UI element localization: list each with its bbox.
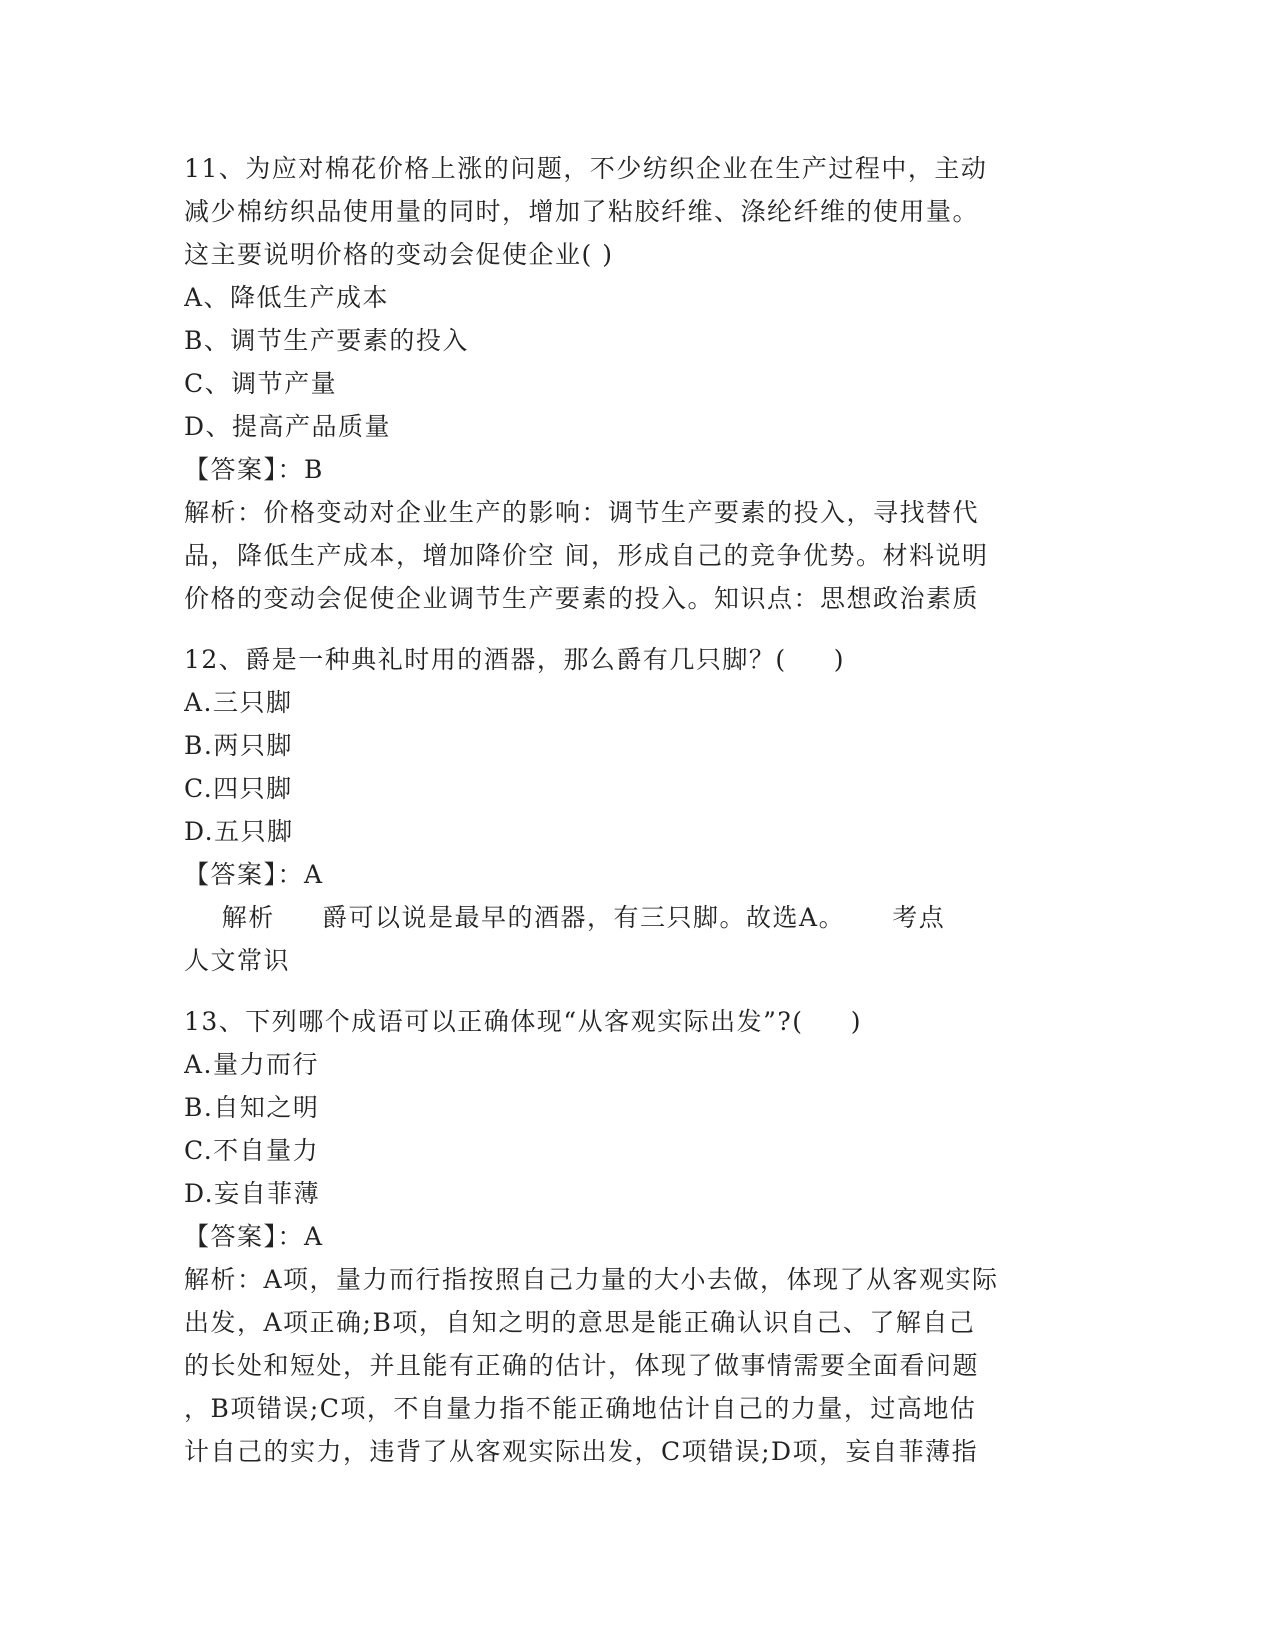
question-stem-line: 这主要说明价格的变动会促使企业( )	[184, 240, 614, 269]
analysis-line: 价格的变动会促使企业调节生产要素的投入。知识点：思想政治素质	[184, 584, 980, 613]
option-c: C.四只脚	[184, 774, 293, 803]
question-11	[184, 147, 1084, 620]
option-d: D.五只脚	[184, 817, 294, 846]
answer-line: 【答案】：A	[184, 1222, 324, 1251]
analysis-line: 解析：A项，量力而行指按照自己力量的大小去做，体现了从客观实际	[184, 1265, 999, 1294]
option-d: D、提高产品质量	[184, 412, 392, 441]
analysis-line: 解析 爵可以说是最早的酒器，有三只脚。故选A。 考点	[184, 903, 946, 932]
option-a: A.量力而行	[184, 1050, 320, 1079]
question-12	[184, 638, 1084, 982]
question-spacer	[184, 620, 1084, 638]
answer-line: 【答案】：A	[184, 860, 324, 889]
question-stem-line: 13、下列哪个成语可以正确体现“从客观实际出发”?( )	[184, 1007, 863, 1036]
analysis-line: 人文常识	[184, 946, 291, 975]
analysis-line: 解析：价格变动对企业生产的影响：调节生产要素的投入，寻找替代	[184, 498, 980, 527]
question-13	[184, 1000, 1084, 1473]
question-spacer	[184, 982, 1084, 1000]
question-stem-line: 减少棉纺织品使用量的同时，增加了粘胶纤维、涤纶纤维的使用量。	[184, 197, 980, 226]
option-c: C、调节产量	[184, 369, 338, 398]
question-stem-line: 11、为应对棉花价格上涨的问题，不少纺织企业在生产过程中，主动	[184, 154, 988, 183]
option-b: B.两只脚	[184, 731, 293, 760]
option-a: A.三只脚	[184, 688, 293, 717]
analysis-line: 品，降低生产成本，增加降价空 间，形成自己的竞争优势。材料说明	[184, 541, 989, 570]
option-b: B.自知之明	[184, 1093, 320, 1122]
option-d: D.妄自菲薄	[184, 1179, 321, 1208]
analysis-line: 出发，A项正确;B项，自知之明的意思是能正确认识自己、了解自己	[184, 1308, 976, 1337]
answer-line: 【答案】：B	[184, 455, 324, 484]
option-c: C.不自量力	[184, 1136, 320, 1165]
analysis-line: 计自己的实力，违背了从客观实际出发，C项错误;D项，妄自菲薄指	[184, 1437, 979, 1466]
question-stem-line: 12、爵是一种典礼时用的酒器，那么爵有几只脚？( )	[184, 645, 846, 674]
analysis-line: ，B项错误;C项，不自量力指不能正确地估计自己的力量，过高地估	[184, 1394, 977, 1423]
option-b: B、调节生产要素的投入	[184, 326, 469, 355]
analysis-line: 的长处和短处，并且能有正确的估计，体现了做事情需要全面看问题	[184, 1351, 980, 1380]
option-a: A、降低生产成本	[184, 283, 390, 312]
content-column	[184, 147, 1084, 1473]
